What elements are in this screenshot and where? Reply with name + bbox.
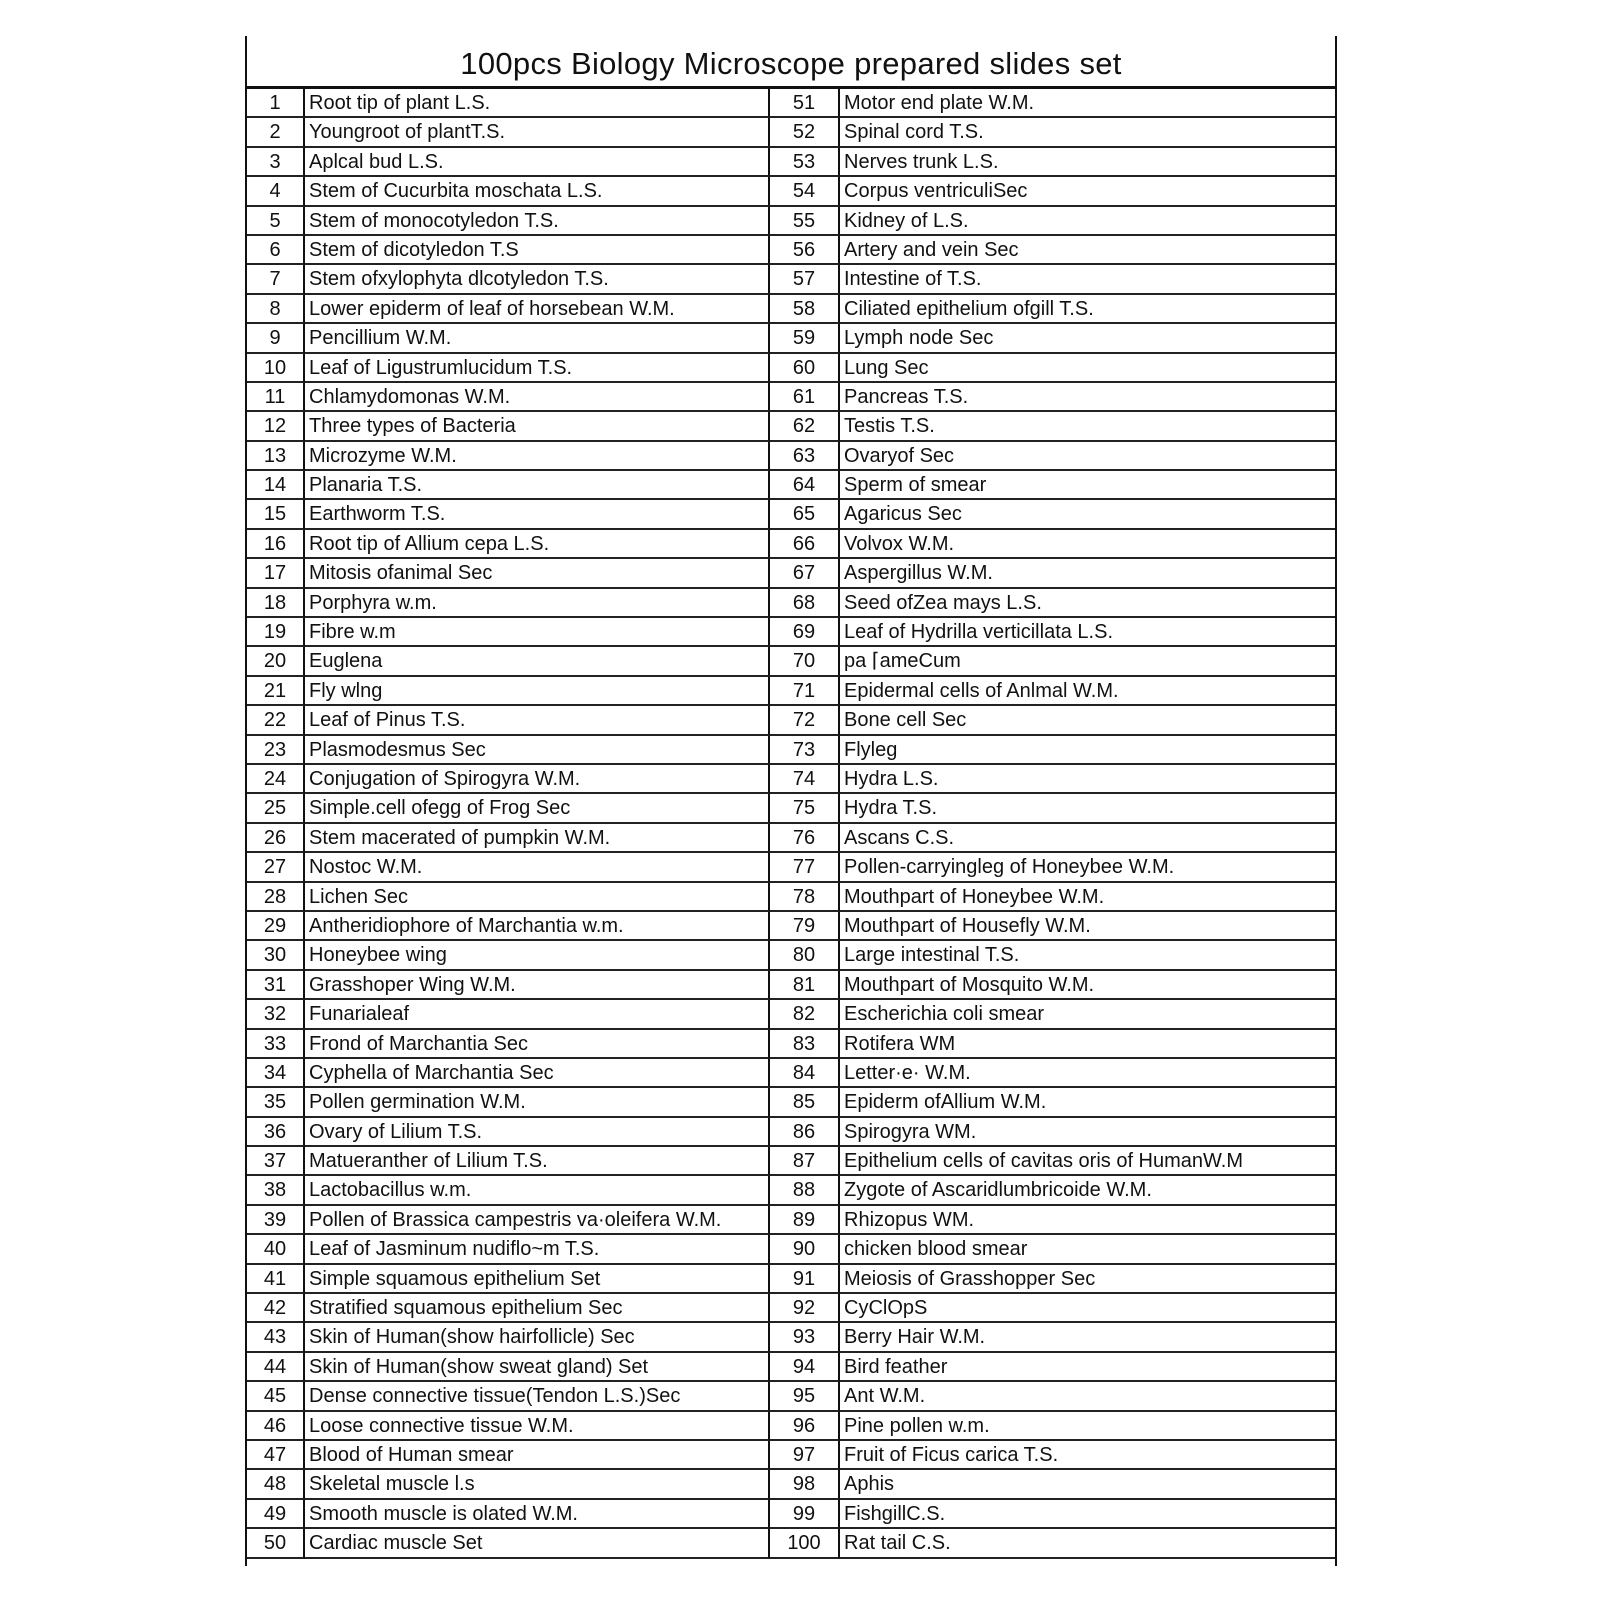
slide-name: Euglena (305, 647, 770, 676)
slide-number: 66 (770, 530, 840, 559)
slide-name: Stem ofxylophyta dlcotyledon T.S. (305, 265, 770, 294)
slide-number: 23 (247, 736, 305, 765)
slide-number: 56 (770, 236, 840, 265)
slide-name: Honeybee wing (305, 941, 770, 970)
slide-number: 9 (247, 324, 305, 353)
slide-number: 33 (247, 1030, 305, 1059)
slide-name: Escherichia coli smear (840, 1000, 1335, 1029)
slide-name: Intestine of T.S. (840, 265, 1335, 294)
slide-name: Lung Sec (840, 354, 1335, 383)
slide-number: 70 (770, 647, 840, 676)
slide-number: 97 (770, 1441, 840, 1470)
slide-name: Blood of Human smear (305, 1441, 770, 1470)
slide-name: Kidney of L.S. (840, 207, 1335, 236)
slide-number: 90 (770, 1235, 840, 1264)
slide-number: 94 (770, 1353, 840, 1382)
slide-number: 86 (770, 1118, 840, 1147)
slide-name: Zygote of Ascaridlumbricoide W.M. (840, 1176, 1335, 1205)
slide-name: Cardiac muscle Set (305, 1529, 770, 1558)
slide-number: 67 (770, 559, 840, 588)
slide-name: Hydra T.S. (840, 794, 1335, 823)
slide-name: Pine pollen w.m. (840, 1412, 1335, 1441)
slide-number: 36 (247, 1118, 305, 1147)
slide-number: 14 (247, 471, 305, 500)
slide-name: Spinal cord T.S. (840, 118, 1335, 147)
slide-name: Dense connective tissue(Tendon L.S.)Sec (305, 1382, 770, 1411)
slide-name: Planaria T.S. (305, 471, 770, 500)
slide-number: 80 (770, 941, 840, 970)
slides-list-sheet (245, 36, 1337, 1566)
slide-number: 73 (770, 736, 840, 765)
slide-name: Chlamydomonas W.M. (305, 383, 770, 412)
slide-name: Ovaryof Sec (840, 442, 1335, 471)
slide-number: 42 (247, 1294, 305, 1323)
slide-name: Seed ofZea mays L.S. (840, 589, 1335, 618)
slide-number: 99 (770, 1500, 840, 1529)
slide-name: Testis T.S. (840, 412, 1335, 441)
slide-name: Artery and vein Sec (840, 236, 1335, 265)
slide-number: 91 (770, 1265, 840, 1294)
slide-name: Epithelium cells of cavitas oris of HumanW.M (840, 1147, 1335, 1176)
slide-number: 29 (247, 912, 305, 941)
slide-name: Ant W.M. (840, 1382, 1335, 1411)
slide-name: Frond of Marchantia Sec (305, 1030, 770, 1059)
slide-number: 58 (770, 295, 840, 324)
slide-name: Three types of Bacteria (305, 412, 770, 441)
slide-name: Ascans C.S. (840, 824, 1335, 853)
slide-name: Fruit of Ficus carica T.S. (840, 1441, 1335, 1470)
slide-number: 92 (770, 1294, 840, 1323)
slide-number: 63 (770, 442, 840, 471)
slide-number: 89 (770, 1206, 840, 1235)
slide-number: 49 (247, 1500, 305, 1529)
slide-name: Porphyra w.m. (305, 589, 770, 618)
slide-name: Smooth muscle is olated W.M. (305, 1500, 770, 1529)
slide-name: Loose connective tissue W.M. (305, 1412, 770, 1441)
slide-number: 22 (247, 706, 305, 735)
slide-name: Matueranther of Lilium T.S. (305, 1147, 770, 1176)
slide-number: 75 (770, 794, 840, 823)
slide-number: 57 (770, 265, 840, 294)
slide-number: 78 (770, 883, 840, 912)
slide-name: Leaf of Ligustrumlucidum T.S. (305, 354, 770, 383)
slide-name: Pancreas T.S. (840, 383, 1335, 412)
slide-number: 20 (247, 647, 305, 676)
slide-name: Bird feather (840, 1353, 1335, 1382)
slide-number: 28 (247, 883, 305, 912)
slide-name: Epiderm ofAllium W.M. (840, 1088, 1335, 1117)
slide-number: 37 (247, 1147, 305, 1176)
slide-number: 60 (770, 354, 840, 383)
slide-number: 10 (247, 354, 305, 383)
slide-number: 11 (247, 383, 305, 412)
slide-number: 6 (247, 236, 305, 265)
slide-number: 83 (770, 1030, 840, 1059)
slide-name: Aspergillus W.M. (840, 559, 1335, 588)
slide-name: Pollen germination W.M. (305, 1088, 770, 1117)
slide-number: 76 (770, 824, 840, 853)
slide-number: 45 (247, 1382, 305, 1411)
slide-name: Leaf of Hydrilla verticillata L.S. (840, 618, 1335, 647)
slide-name: Epidermal cells of Anlmal W.M. (840, 677, 1335, 706)
slide-name: Lower epiderm of leaf of horsebean W.M. (305, 295, 770, 324)
slide-name: Fly wlng (305, 677, 770, 706)
slide-number: 100 (770, 1529, 840, 1558)
slide-name: Aphis (840, 1470, 1335, 1499)
slide-name: Nostoc W.M. (305, 853, 770, 882)
slide-number: 16 (247, 530, 305, 559)
slide-number: 12 (247, 412, 305, 441)
slide-name: Aplcal bud L.S. (305, 148, 770, 177)
slide-number: 69 (770, 618, 840, 647)
slide-name: pa ⌈ameCum (840, 647, 1335, 676)
slide-name: Antheridiophore of Marchantia w.m. (305, 912, 770, 941)
slide-name: Large intestinal T.S. (840, 941, 1335, 970)
slide-number: 50 (247, 1529, 305, 1558)
slide-name: Volvox W.M. (840, 530, 1335, 559)
slide-number: 96 (770, 1412, 840, 1441)
slide-name: Earthworm T.S. (305, 500, 770, 529)
slide-number: 48 (247, 1470, 305, 1499)
slide-number: 38 (247, 1176, 305, 1205)
slide-number: 47 (247, 1441, 305, 1470)
slide-number: 53 (770, 148, 840, 177)
slide-number: 5 (247, 207, 305, 236)
slide-number: 84 (770, 1059, 840, 1088)
slide-number: 95 (770, 1382, 840, 1411)
page-title: 100pcs Biology Microscope prepared slides set (247, 36, 1335, 89)
slide-name: Plasmodesmus Sec (305, 736, 770, 765)
slide-name: FishgillC.S. (840, 1500, 1335, 1529)
slide-name: Rotifera WM (840, 1030, 1335, 1059)
slide-name: Pollen of Brassica campestris va·oleifera W.M. (305, 1206, 770, 1235)
slide-number: 19 (247, 618, 305, 647)
slide-name: Root tip of Allium cepa L.S. (305, 530, 770, 559)
slide-number: 35 (247, 1088, 305, 1117)
slide-number: 40 (247, 1235, 305, 1264)
slide-number: 41 (247, 1265, 305, 1294)
slide-name: Grasshoper Wing W.M. (305, 971, 770, 1000)
slide-name: Skin of Human(show sweat gland) Set (305, 1353, 770, 1382)
slide-number: 79 (770, 912, 840, 941)
slide-name: Simple squamous epithelium Set (305, 1265, 770, 1294)
slide-name: Leaf of Pinus T.S. (305, 706, 770, 735)
slide-name: Flyleg (840, 736, 1335, 765)
slide-name: Skeletal muscle l.s (305, 1470, 770, 1499)
slide-number: 44 (247, 1353, 305, 1382)
slide-number: 65 (770, 500, 840, 529)
slide-name: Conjugation of Spirogyra W.M. (305, 765, 770, 794)
slide-name: Mouthpart of Honeybee W.M. (840, 883, 1335, 912)
slide-name: Lymph node Sec (840, 324, 1335, 353)
slide-number: 34 (247, 1059, 305, 1088)
slide-name: Rat tail C.S. (840, 1529, 1335, 1558)
slide-name: Cyphella of Marchantia Sec (305, 1059, 770, 1088)
slide-name: Letter·e· W.M. (840, 1059, 1335, 1088)
slide-name: Mouthpart of Mosquito W.M. (840, 971, 1335, 1000)
slide-name: Pollen-carryingleg of Honeybee W.M. (840, 853, 1335, 882)
slide-name: Youngroot of plantT.S. (305, 118, 770, 147)
slide-number: 61 (770, 383, 840, 412)
slide-name: Ovary of Lilium T.S. (305, 1118, 770, 1147)
slide-number: 31 (247, 971, 305, 1000)
slide-name: Funarialeaf (305, 1000, 770, 1029)
slide-number: 4 (247, 177, 305, 206)
slide-name: Hydra L.S. (840, 765, 1335, 794)
slide-name: Stem of monocotyledon T.S. (305, 207, 770, 236)
slide-number: 8 (247, 295, 305, 324)
slide-number: 71 (770, 677, 840, 706)
slide-number: 39 (247, 1206, 305, 1235)
slide-number: 77 (770, 853, 840, 882)
slide-name: Mouthpart of Housefly W.M. (840, 912, 1335, 941)
slide-number: 52 (770, 118, 840, 147)
slide-number: 18 (247, 589, 305, 618)
slide-number: 43 (247, 1323, 305, 1352)
slide-number: 17 (247, 559, 305, 588)
slide-number: 26 (247, 824, 305, 853)
slide-name: Leaf of Jasminum nudiflo~m T.S. (305, 1235, 770, 1264)
slide-number: 3 (247, 148, 305, 177)
slide-number: 82 (770, 1000, 840, 1029)
slide-name: Spirogyra WM. (840, 1118, 1335, 1147)
slide-number: 72 (770, 706, 840, 735)
slide-number: 24 (247, 765, 305, 794)
slide-number: 81 (770, 971, 840, 1000)
slide-number: 30 (247, 941, 305, 970)
slide-number: 88 (770, 1176, 840, 1205)
slide-name: Ciliated epithelium ofgill T.S. (840, 295, 1335, 324)
slide-number: 59 (770, 324, 840, 353)
slide-name: Stratified squamous epithelium Sec (305, 1294, 770, 1323)
slide-name: Mitosis ofanimal Sec (305, 559, 770, 588)
slide-name: Pencillium W.M. (305, 324, 770, 353)
slide-name: Lichen Sec (305, 883, 770, 912)
slide-number: 93 (770, 1323, 840, 1352)
slide-number: 27 (247, 853, 305, 882)
slide-number: 46 (247, 1412, 305, 1441)
slide-number: 87 (770, 1147, 840, 1176)
slide-name: Fibre w.m (305, 618, 770, 647)
slide-number: 68 (770, 589, 840, 618)
slide-number: 7 (247, 265, 305, 294)
slide-name: Nerves trunk L.S. (840, 148, 1335, 177)
slide-name: Agaricus Sec (840, 500, 1335, 529)
slide-number: 32 (247, 1000, 305, 1029)
slide-number: 64 (770, 471, 840, 500)
slide-number: 51 (770, 89, 840, 118)
slide-number: 21 (247, 677, 305, 706)
slide-number: 2 (247, 118, 305, 147)
slide-name: Rhizopus WM. (840, 1206, 1335, 1235)
slide-number: 55 (770, 207, 840, 236)
slide-number: 15 (247, 500, 305, 529)
slide-number: 54 (770, 177, 840, 206)
slide-name: Simple.cell ofegg of Frog Sec (305, 794, 770, 823)
slide-name: Stem of dicotyledon T.S (305, 236, 770, 265)
slide-name: Skin of Human(show hairfollicle) Sec (305, 1323, 770, 1352)
slide-name: Corpus ventriculiSec (840, 177, 1335, 206)
slide-name: Sperm of smear (840, 471, 1335, 500)
slide-name: Root tip of plant L.S. (305, 89, 770, 118)
slide-name: Meiosis of Grasshopper Sec (840, 1265, 1335, 1294)
slide-name: chicken blood smear (840, 1235, 1335, 1264)
slide-number: 98 (770, 1470, 840, 1499)
slides-table (247, 89, 1335, 1559)
slide-number: 62 (770, 412, 840, 441)
slide-name: CyClOpS (840, 1294, 1335, 1323)
slide-name: Berry Hair W.M. (840, 1323, 1335, 1352)
slide-number: 74 (770, 765, 840, 794)
slide-number: 1 (247, 89, 305, 118)
slide-name: Stem macerated of pumpkin W.M. (305, 824, 770, 853)
slide-name: Stem of Cucurbita moschata L.S. (305, 177, 770, 206)
slide-number: 13 (247, 442, 305, 471)
slide-number: 25 (247, 794, 305, 823)
slide-name: Bone cell Sec (840, 706, 1335, 735)
slide-name: Motor end plate W.M. (840, 89, 1335, 118)
slide-name: Lactobacillus w.m. (305, 1176, 770, 1205)
slide-name: Microzyme W.M. (305, 442, 770, 471)
slide-number: 85 (770, 1088, 840, 1117)
